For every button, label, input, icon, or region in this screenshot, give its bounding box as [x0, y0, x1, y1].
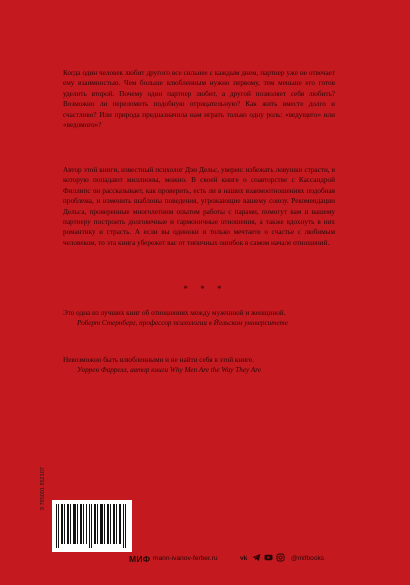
svg-text:vk: vk — [240, 555, 248, 562]
instagram-icon[interactable] — [276, 553, 285, 562]
youtube-icon[interactable] — [264, 553, 273, 562]
barcode-number: 9 785001 952107 — [40, 467, 46, 510]
publisher-logo: МИФ — [129, 554, 151, 564]
review-quote-1 — [63, 308, 335, 329]
vk-icon[interactable] — [240, 553, 249, 562]
review-quote-2 — [63, 355, 335, 376]
quote-text: Невозможно быть влюбленными и не найти себя в этой книге. — [63, 356, 254, 364]
publisher-footer — [0, 553, 410, 567]
social-handle[interactable]: @mifbooks — [291, 555, 325, 562]
quote-attribution: Роберт Стернберг, профессор психологии в Йельском университете — [77, 319, 288, 328]
quote-attribution: Уоррен Фаррелл, автор книги Why Men Are the Way They Are — [77, 366, 262, 375]
description-paragraph-1 — [63, 68, 335, 130]
barcode-image — [52, 500, 132, 552]
publisher-website-link[interactable]: mann-ivanov-ferber.ru — [153, 555, 218, 562]
description-text-1: Когда один человек любит другого все сильнее с каждым днем, партнер уже не отвечает ему взаимностью. Чем больше влюбленным нужно первому, тем меньше его готов уделить второй. Почему один партнер любит, а другой позволяет себя любить? Возможно ли переломить подобную отрицательную? Как жить вместе долго и счастливо? Или природа предназначила нам играть только одну роль: «ведущего» или «ведомого»? — [63, 69, 335, 130]
description-text-2: Автор этой книги, известный психолог Дэн Дельс, уверен: избежать ловушки страсти, в которую попадают миллионы, можно. В своей книге о соавторстве с Кассандрой Филлипс он рассказывает, как проверить, есть ли в наших взаимоотношениях подобная проблема, и изменить шаблоны поведения, угрожающие вашему союзу. Рекомендации Дельса, проверенные многолетним опытом работы с парами, помогут вам и вашему партнеру построить долговечные и гармоничные отношения, а также вдохнуть в них романтику и страсть. А если вы одиноки и только мечтаете о счастье с любимым человеком, то эта книга убережет вас от типичных ошибок в самом начале отношений. — [63, 166, 335, 247]
telegram-icon[interactable] — [252, 553, 261, 562]
section-divider-stars: * * * — [183, 284, 227, 294]
description-paragraph-2 — [63, 165, 335, 248]
quote-text: Это одна из лучших книг об отношениях между мужчиной и женщиной. — [63, 309, 286, 317]
social-icons — [240, 553, 285, 562]
